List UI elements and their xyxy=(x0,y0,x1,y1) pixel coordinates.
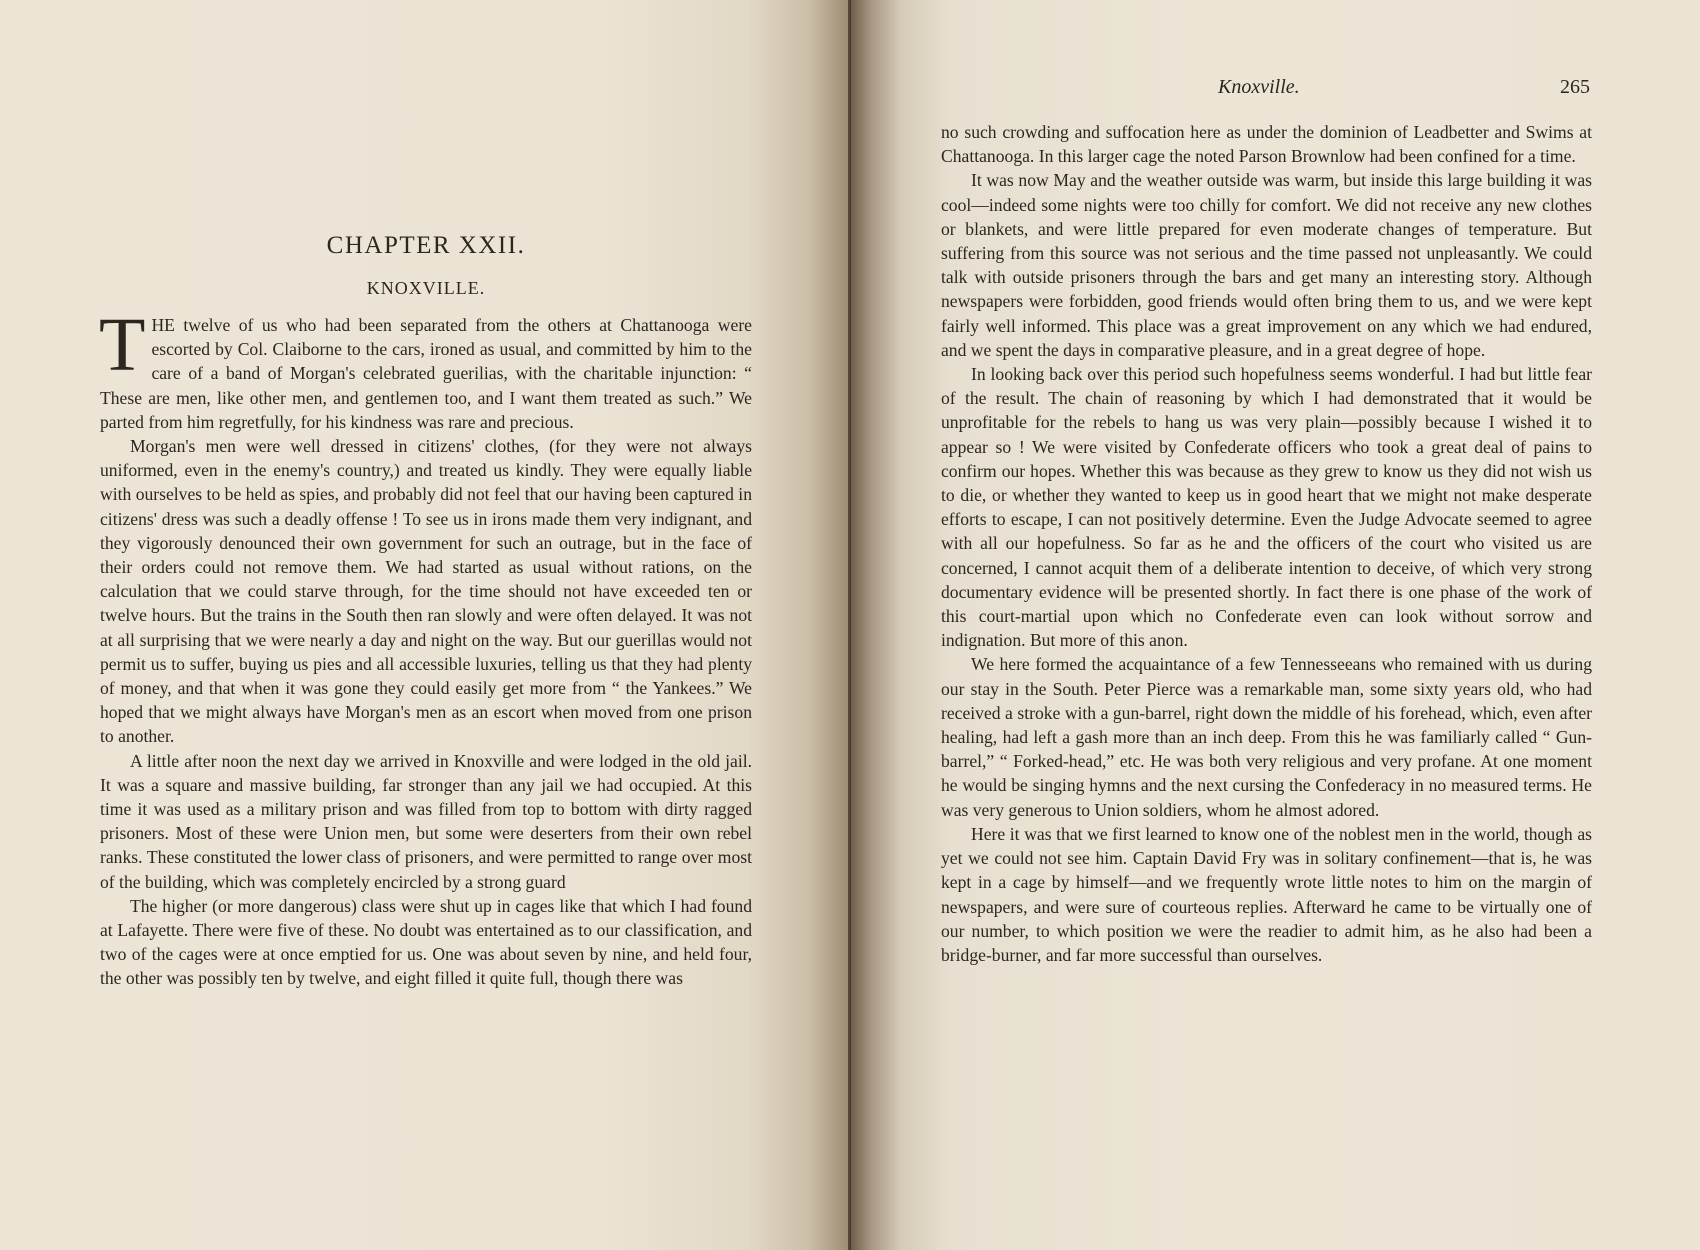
paragraph: A little after noon the next day we arrived in Knoxville and were lodged in the old jail. It was a square and massive building, far stronger than any jail we had occupied. At this time it was used as a military prison and was filled from top to bottom with dirty ragged prisoners. Most of these were Union men, but some were deserters from their own rebel ranks. These constituted the lower class of prisoners, and were permitted to range over most of the building, which was completely encircled by a strong guard xyxy=(100,750,752,892)
paragraph: It was now May and the weather outside was warm, but inside this large building it was cool—indeed some nights were too chilly for comfort. We did not receive any new clothes or blankets, and were little prepared for even moderate changes of temperature. But suffering from this source was not serious and the time passed not unpleasantly. We could talk with outside prisoners through the bars and get many an interesting story. Although newspapers were forbidden, good friends would often bring them to us, and we were kept fairly well informed. This place was a great improvement on any which we had endured, and we spent the days in comparative pleasure, and in a great degree of hope. xyxy=(941,170,1592,360)
paragraph: In looking back over this period such hopefulness seems wonderful. I had but little fear of the result. The chain of reasoning by which I had demonstrated that it would be unprofitable for the rebels to hang us was very plain—possibly because I wished it to appear so ! We were visited by Confederate officers who took a great deal of pains to confirm our hopes. Whether this was because as they grew to know us they did not wish us to die, or whether they wanted to keep us in good heart that we might not make desperate efforts to escape, I can not positively determine. Even the Judge Advocate seemed to agree with all our hopefulness. So far as he and the officers of the court who visited us are concerned, I cannot acquit them of a deliberate intention to deceive, of which very strong documentary evidence will be presented shortly. In fact there is one phase of the work of this court-martial upon which no Confederate even can look without sorrow and indignation. But more of this anon. xyxy=(941,364,1592,651)
paragraph: We here formed the acquaintance of a few Tennesseeans who remained with us during our stay in the South. Peter Pierce was a remarkable man, some sixty years old, who had received a stroke with a gun-barrel, right down the middle of his forehead, which, even after healing, had left a gash more than an inch deep. From this he was familiarly called “ Gun-barrel,” “ Forked-head,” etc. He was both very religious and very profane. At one moment he would be singing hymns and the next cursing the Confederacy in no measured terms. He was very generous to Union soldiers, whom he almost adored. xyxy=(941,654,1592,820)
right-page-body xyxy=(941,120,1592,967)
book-gutter xyxy=(848,0,851,1250)
paragraph: Here it was that we first learned to know one of the noblest men in the world, though as yet we could not see him. Captain David Fry was in solitary confinement—that is, he was kept in a cage by himself—and we frequently wrote little notes to him on the margin of newspapers, and were sure of courteous replies. Afterward he came to be virtually one of our number, to which position we were the readier to admit him, as he also had been a bridge-burner, and far more successful than ourselves. xyxy=(941,823,1592,965)
paragraph: no such crowding and suffocation here as under the dominion of Leadbetter and Swims at Chattanooga. In this larger cage the noted Parson Brownlow had been confined for a time. xyxy=(941,122,1592,167)
page-number: 265 xyxy=(1560,76,1590,98)
running-head: Knoxville. xyxy=(1218,76,1300,98)
paragraph xyxy=(99,303,752,434)
paragraph: Morgan's men were well dressed in citizens' clothes, (for they were not always uniformed, even in the enemy's country,) and treated us kindly. They were equally liable with ourselves to be held as spies, and probably did not feel that our having been captured in citizens' dress was such a deadly offense ! To see us in irons made them very indignant, and they vigorously denounced their own government for such an outrage, but in the face of their orders could not remove them. We had started as usual without rations, on the calculation that we could starve through, for the time should not have exceeded ten or twelve hours. But the trains in the South then ran slowly and were often delayed. It was not at all surprising that we were nearly a day and night on the way. But our guerillas would not permit us to suffer, buying us pies and all accessible luxuries, telling us that they had plenty of money, and that when it was gone they could easily get more from “ the Yankees.” We hoped that we might always have Morgan's men as an escort when moved from one prison to another. xyxy=(100,436,752,747)
paragraph: The higher (or more dangerous) class were shut up in cages like that which I had found at Lafayette. There were five of these. No doubt was entertained as to our classification, and two of the cages were at once emptied for us. One was about seven by nine, and held four, the other was possibly ten by twelve, and eight filled it quite full, though there was xyxy=(100,895,752,989)
paragraph-text: HE twelve of us who had been separated from the others at Chattanooga were escorted by Col. Claiborne to the cars, ironed as usual, and committed by him to the care of a band of Morgan's celebrated guerilias, with the charitable injunction: “ These are men, like other men, and gentlemen too, and I want them treated as such.” We parted from him regretfully, for his kindness was rare and precious. xyxy=(100,315,752,432)
left-page-body xyxy=(99,303,752,991)
chapter-subtitle: KNOXVILLE. xyxy=(366,278,486,298)
chapter-title: CHAPTER XXII. xyxy=(326,232,526,259)
drop-cap: T xyxy=(99,303,146,387)
